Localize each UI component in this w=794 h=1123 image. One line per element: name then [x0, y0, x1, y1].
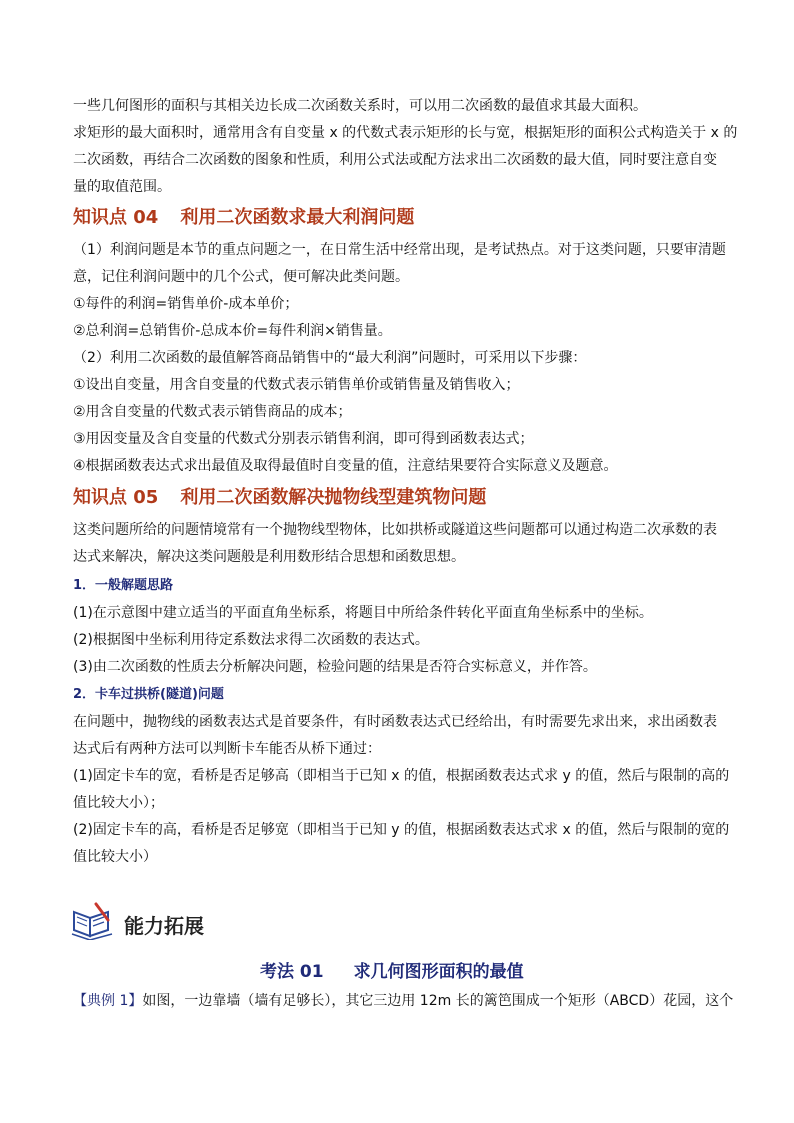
example-text: 如图，一边靠墙（墙有足够长），其它三边用 12m 长的篱笆围成一个矩形（ABCD）花园，这个 — [142, 993, 734, 1009]
knowledge-point-number: 知识点 04 — [73, 207, 159, 228]
k04-step-2: ②用含自变量的代数式表示销售商品的成本； — [73, 404, 352, 420]
k05-case-2a: (2)固定卡车的高，看桥是否足够宽（即相当于已知 y 的值，根据函数表达式求 x 的值，然后与限制的宽的 — [73, 822, 730, 838]
method-title: 求几何图形面积的最值 — [353, 962, 524, 982]
method-number: 考法 01 — [260, 962, 324, 982]
intro-line-2: 求矩形的最大面积时，通常用含有自变量 x 的代数式表示矩形的长与宽，根据矩形的面积公式构造关于 x 的 — [73, 125, 738, 141]
intro-line-3: 二次函数，再结合二次函数的图象和性质，利用公式法或配方法求出二次函数的最大值，同时要注意自变 — [73, 152, 717, 168]
k05-approach-1: (1)在示意图中建立适当的平面直角坐标系，将题目中所给条件转化平面直角坐标系中的坐标。 — [73, 605, 653, 621]
example-1 — [73, 991, 733, 1011]
k04-step-4: ④根据函数表达式求出最值及取得最值时自变量的值，注意结果要符合实际意义及题意。 — [73, 458, 618, 474]
k05-approach-3: (3)由二次函数的性质去分析解决问题，检验问题的结果是否符合实标意义，并作答。 — [73, 659, 597, 675]
k04-step-1: ①设出自变量，用含自变量的代数式表示销售单价或销售量及销售收入； — [73, 377, 520, 393]
k05-case-1b: 值比较大小）； — [73, 795, 164, 811]
k05-truck-line-2: 达式后有两种方法可以判断卡车能否从桥下通过： — [73, 741, 381, 757]
k05-subheading-1: 1．一般解题思路 — [73, 578, 174, 593]
k04-formula-2: ②总利润=总销售价-总成本价=每件利润×销售量。 — [73, 323, 392, 339]
k05-truck-line-1: 在问题中，抛物线的函数表达式是首要条件，有时函数表达式已经给出，有时需要先求出来，求出函数表 — [73, 714, 717, 730]
knowledge-point-04-heading — [73, 206, 414, 230]
k05-approach-2: (2)根据图中坐标利用待定系数法求得二次函数的表达式。 — [73, 632, 429, 648]
method-heading — [260, 957, 524, 982]
knowledge-point-number: 知识点 05 — [73, 487, 159, 508]
k05-paragraph-1a: 这类问题所给的问题情境常有一个抛物线型物体，比如拱桥或隧道这些问题都可以通过构造二次承数的表 — [73, 522, 717, 538]
intro-line-4: 量的取值范围。 — [73, 179, 171, 195]
k05-case-2b: 值比较大小） — [73, 849, 157, 865]
k05-subheading-2: 2．卡车过拱桥(隧道)问题 — [73, 687, 224, 702]
k04-paragraph-1a: （1）利润问题是本节的重点问题之一，在日常生活中经常出现，是考试热点。对于这类问题，只要审清题 — [73, 242, 726, 258]
knowledge-point-title: 利用二次函数解决抛物线型建筑物问题 — [180, 487, 487, 508]
section-title: 能力拓展 — [124, 914, 204, 938]
knowledge-point-title: 利用二次函数求最大利润问题 — [180, 207, 415, 228]
k05-paragraph-1b: 达式来解决，解决这类问题般是利用数形结合思想和函数思想。 — [73, 549, 465, 565]
book-icon — [70, 900, 114, 940]
k04-formula-1: ①每件的利润=销售单价-成本单价； — [73, 296, 299, 312]
k04-paragraph-2: （2）利用二次函数的最值解答商品销售中的“最大利润”问题时，可采用以下步骤： — [73, 350, 587, 366]
k05-case-1a: (1)固定卡车的宽，看桥是否足够高（即相当于已知 x 的值，根据函数表达式求 y 的值，然后与限制的高的 — [73, 768, 730, 784]
knowledge-point-05-heading — [73, 486, 486, 510]
example-tag: 【典例 1】 — [73, 993, 143, 1009]
k04-paragraph-1b: 意，记住利润问题中的几个公式，便可解决此类问题。 — [73, 269, 409, 285]
intro-line-1: 一些几何图形的面积与其相关边长成二次函数关系时，可以用二次函数的最值求其最大面积。 — [73, 98, 647, 114]
k04-step-3: ③用因变量及含自变量的代数式分别表示销售利润，即可得到函数表达式； — [73, 431, 534, 447]
